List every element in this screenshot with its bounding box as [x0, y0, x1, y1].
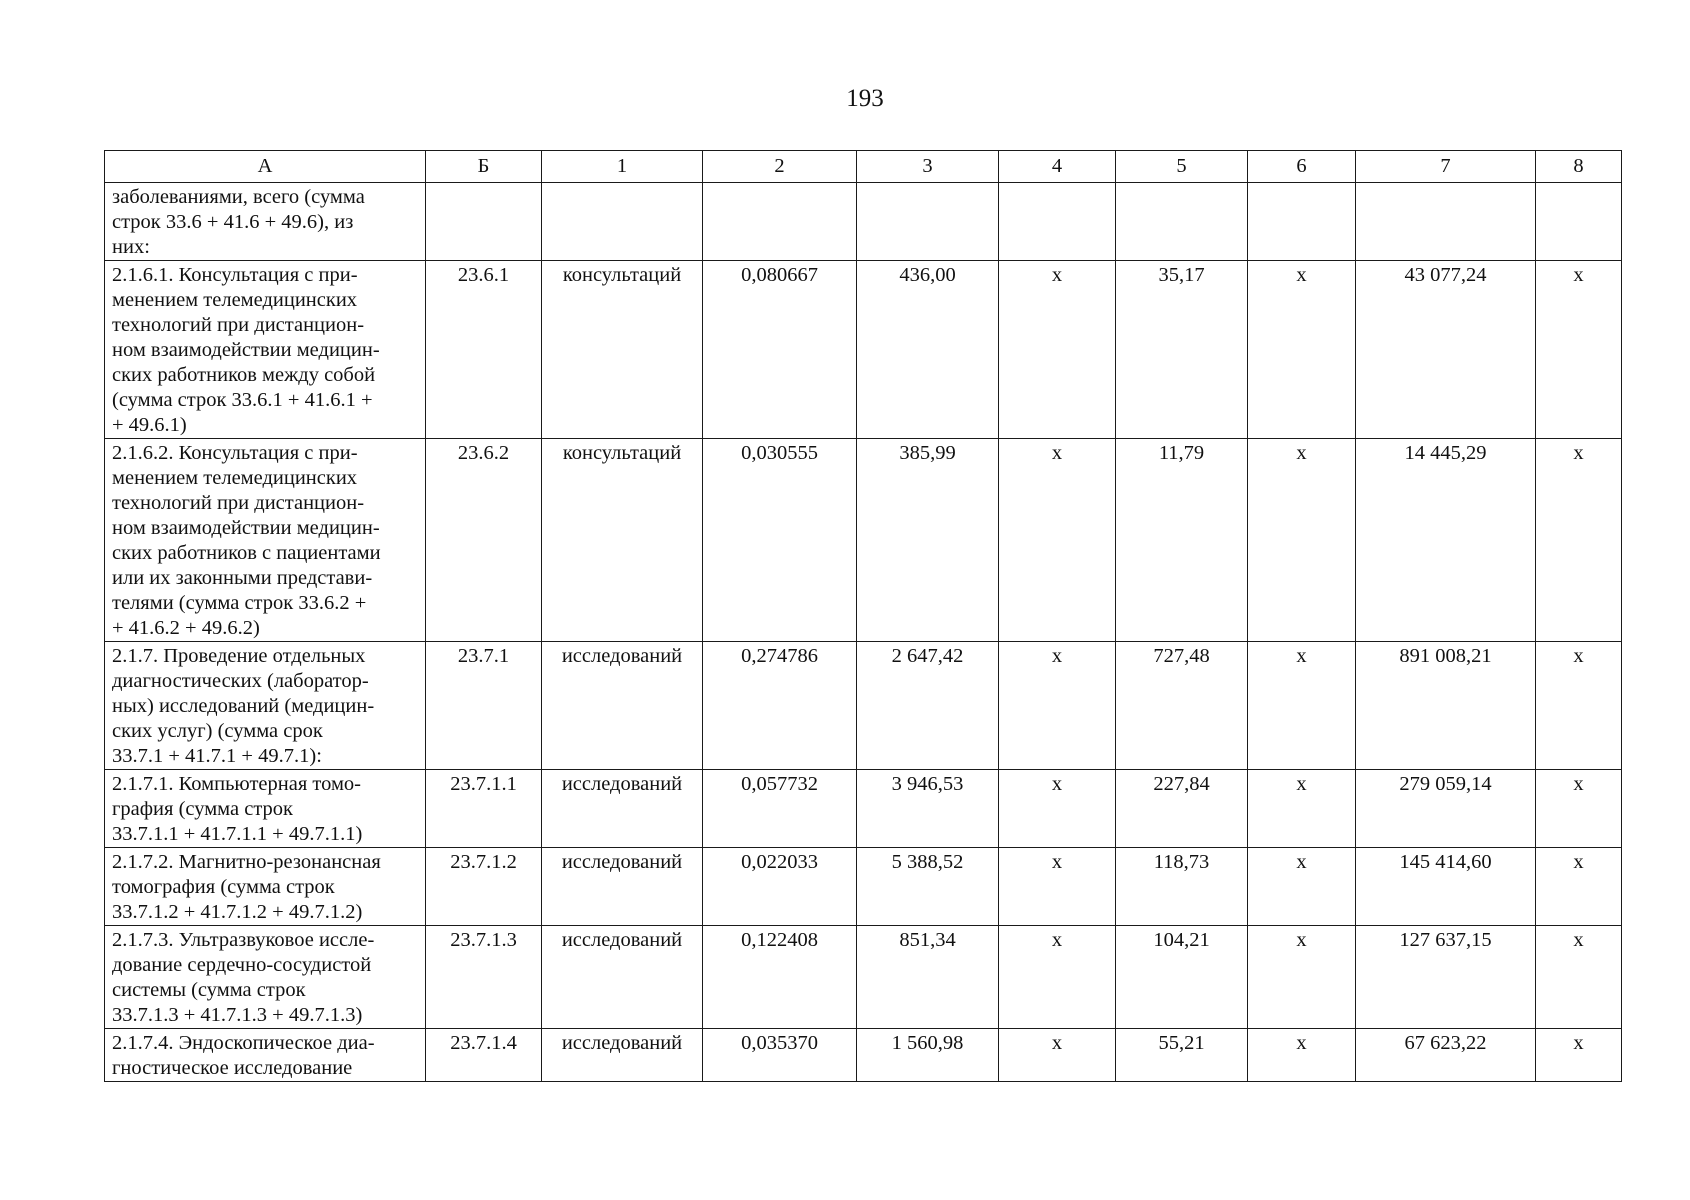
row-col-2-cell: 0,080667 — [703, 261, 857, 439]
row-name-line: диагностических (лаборатор- — [112, 670, 369, 692]
header-cell-6: 6 — [1248, 151, 1356, 183]
header-cell-a: А — [105, 151, 426, 183]
row-col-5-cell: 227,84 — [1116, 770, 1248, 848]
row-name-line: + 49.6.1) — [112, 414, 187, 436]
header-cell-5: 5 — [1116, 151, 1248, 183]
row-name-line: 33.7.1.2 + 41.7.1.2 + 49.7.1.2) — [112, 901, 363, 923]
row-col-7-cell: 127 637,15 — [1356, 926, 1536, 1029]
row-name-line: менением телемедицинских — [112, 289, 358, 311]
row-name-cell — [105, 439, 426, 642]
row-name-cell — [105, 642, 426, 770]
row-col-8-cell: х — [1536, 1029, 1622, 1082]
row-col-6-cell: х — [1248, 1029, 1356, 1082]
row-col-6-cell: х — [1248, 642, 1356, 770]
row-col-8-cell: х — [1536, 439, 1622, 642]
row-col-5-cell: 727,48 — [1116, 642, 1248, 770]
row-name-line: (сумма строк 33.6.1 + 41.6.1 + — [112, 389, 373, 411]
row-col-2-cell: 0,274786 — [703, 642, 857, 770]
row-col-7-cell: 14 445,29 — [1356, 439, 1536, 642]
row-col-3-cell: 5 388,52 — [857, 848, 999, 926]
row-col-8-cell: х — [1536, 770, 1622, 848]
row-col-8-cell: х — [1536, 261, 1622, 439]
row-name-line: ном взаимодействии медицин- — [112, 339, 380, 361]
row-name-line: 2.1.7.4. Эндоскопическое диа- — [112, 1032, 375, 1054]
row-col-5-cell: 55,21 — [1116, 1029, 1248, 1082]
row-col-6-cell: х — [1248, 261, 1356, 439]
row-col-4-cell: х — [999, 261, 1116, 439]
row-unit-cell: исследований — [542, 642, 703, 770]
row-name-line: 2.1.7.3. Ультразвуковое иссле- — [112, 929, 375, 951]
row-code-cell: 23.7.1.1 — [426, 770, 542, 848]
header-cell-2: 2 — [703, 151, 857, 183]
row-name-line: системы (сумма строк — [112, 979, 306, 1001]
row-name-line: 33.7.1 + 41.7.1 + 49.7.1): — [112, 745, 322, 767]
row-name-line: 33.7.1.3 + 41.7.1.3 + 49.7.1.3) — [112, 1004, 363, 1026]
row-code-cell: 23.7.1.4 — [426, 1029, 542, 1082]
row-col-2-cell: 0,122408 — [703, 926, 857, 1029]
row-name-line: строк 33.6 + 41.6 + 49.6), из — [112, 211, 354, 233]
row-col-2-cell — [703, 183, 857, 261]
row-col-3-cell: 436,00 — [857, 261, 999, 439]
row-col-6-cell — [1248, 183, 1356, 261]
row-col-8-cell: х — [1536, 926, 1622, 1029]
row-col-2-cell: 0,022033 — [703, 848, 857, 926]
row-name-line: ских работников между собой — [112, 364, 376, 386]
row-name-line: 2.1.7.2. Магнитно-резонансная — [112, 851, 381, 873]
row-name-line: гностическое исследование — [112, 1057, 353, 1079]
table-row — [105, 770, 1622, 848]
row-unit-cell — [542, 183, 703, 261]
row-code-cell: 23.7.1 — [426, 642, 542, 770]
header-cell-8: 8 — [1536, 151, 1622, 183]
row-col-8-cell: х — [1536, 848, 1622, 926]
table-row — [105, 642, 1622, 770]
row-col-3-cell — [857, 183, 999, 261]
row-col-6-cell: х — [1248, 439, 1356, 642]
row-code-cell: 23.6.2 — [426, 439, 542, 642]
row-col-3-cell: 1 560,98 — [857, 1029, 999, 1082]
row-name-line: ных) исследований (медицин- — [112, 695, 375, 717]
row-col-7-cell: 891 008,21 — [1356, 642, 1536, 770]
row-col-4-cell: х — [999, 848, 1116, 926]
row-col-5-cell: 35,17 — [1116, 261, 1248, 439]
row-col-4-cell: х — [999, 770, 1116, 848]
table-row — [105, 1029, 1622, 1082]
row-name-line: менением телемедицинских — [112, 467, 358, 489]
header-cell-1: 1 — [542, 151, 703, 183]
table-row — [105, 926, 1622, 1029]
row-name-line: графия (сумма строк — [112, 798, 293, 820]
row-name-line: 2.1.6.1. Консультация с при- — [112, 264, 358, 286]
row-name-cell — [105, 926, 426, 1029]
row-col-5-cell — [1116, 183, 1248, 261]
row-col-7-cell — [1356, 183, 1536, 261]
row-unit-cell: исследований — [542, 770, 703, 848]
table-row — [105, 183, 1622, 261]
row-name-line: технологий при дистанцион- — [112, 314, 365, 336]
row-name-line: или их законными представи- — [112, 567, 373, 589]
row-name-line: ном взаимодействии медицин- — [112, 517, 380, 539]
table-body — [105, 183, 1622, 1082]
table-row — [105, 848, 1622, 926]
page-number: 193 — [846, 85, 884, 112]
header-row — [105, 151, 1622, 183]
row-name-line: дование сердечно-сосудистой — [112, 954, 372, 976]
row-unit-cell: исследований — [542, 1029, 703, 1082]
row-name-line: ских услуг) (сумма срок — [112, 720, 323, 742]
row-name-line: заболеваниями, всего (сумма — [112, 186, 365, 208]
row-unit-cell: консультаций — [542, 261, 703, 439]
row-col-8-cell — [1536, 183, 1622, 261]
row-code-cell: 23.6.1 — [426, 261, 542, 439]
table-row — [105, 261, 1622, 439]
row-col-3-cell: 2 647,42 — [857, 642, 999, 770]
row-col-7-cell: 279 059,14 — [1356, 770, 1536, 848]
row-name-line: них: — [112, 236, 150, 258]
row-col-4-cell: х — [999, 439, 1116, 642]
row-name-line: ских работников с пациентами — [112, 542, 381, 564]
row-col-8-cell: х — [1536, 642, 1622, 770]
row-col-2-cell: 0,030555 — [703, 439, 857, 642]
row-col-7-cell: 43 077,24 — [1356, 261, 1536, 439]
row-col-5-cell: 118,73 — [1116, 848, 1248, 926]
row-name-line: томография (сумма строк — [112, 876, 335, 898]
row-unit-cell: исследований — [542, 926, 703, 1029]
row-unit-cell: исследований — [542, 848, 703, 926]
row-name-cell — [105, 1029, 426, 1082]
row-col-7-cell: 67 623,22 — [1356, 1029, 1536, 1082]
row-name-line: 33.7.1.1 + 41.7.1.1 + 49.7.1.1) — [112, 823, 363, 845]
table-row — [105, 439, 1622, 642]
row-col-7-cell: 145 414,60 — [1356, 848, 1536, 926]
row-col-4-cell: х — [999, 642, 1116, 770]
row-col-5-cell: 104,21 — [1116, 926, 1248, 1029]
row-name-line: 2.1.7.1. Компьютерная томо- — [112, 773, 362, 795]
row-col-3-cell: 3 946,53 — [857, 770, 999, 848]
row-col-4-cell — [999, 183, 1116, 261]
row-col-6-cell: х — [1248, 770, 1356, 848]
header-cell-4: 4 — [999, 151, 1116, 183]
row-name-cell — [105, 848, 426, 926]
row-name-cell — [105, 770, 426, 848]
header-cell-7: 7 — [1356, 151, 1536, 183]
row-col-2-cell: 0,035370 — [703, 1029, 857, 1082]
row-unit-cell: консультаций — [542, 439, 703, 642]
row-code-cell: 23.7.1.2 — [426, 848, 542, 926]
row-col-4-cell: х — [999, 1029, 1116, 1082]
data-table — [104, 150, 1622, 1082]
row-name-line: технологий при дистанцион- — [112, 492, 365, 514]
row-name-line: + 41.6.2 + 49.6.2) — [112, 617, 260, 639]
row-col-3-cell: 385,99 — [857, 439, 999, 642]
row-col-2-cell: 0,057732 — [703, 770, 857, 848]
row-name-cell — [105, 183, 426, 261]
row-col-4-cell: х — [999, 926, 1116, 1029]
row-code-cell: 23.7.1.3 — [426, 926, 542, 1029]
header-cell-3: 3 — [857, 151, 999, 183]
row-col-3-cell: 851,34 — [857, 926, 999, 1029]
row-col-5-cell: 11,79 — [1116, 439, 1248, 642]
row-name-line: 2.1.7. Проведение отдельных — [112, 645, 366, 667]
row-name-line: 2.1.6.2. Консультация с при- — [112, 442, 358, 464]
row-name-cell — [105, 261, 426, 439]
row-col-6-cell: х — [1248, 926, 1356, 1029]
row-col-6-cell: х — [1248, 848, 1356, 926]
row-name-line: телями (сумма строк 33.6.2 + — [112, 592, 367, 614]
row-code-cell — [426, 183, 542, 261]
header-cell-b: Б — [426, 151, 542, 183]
